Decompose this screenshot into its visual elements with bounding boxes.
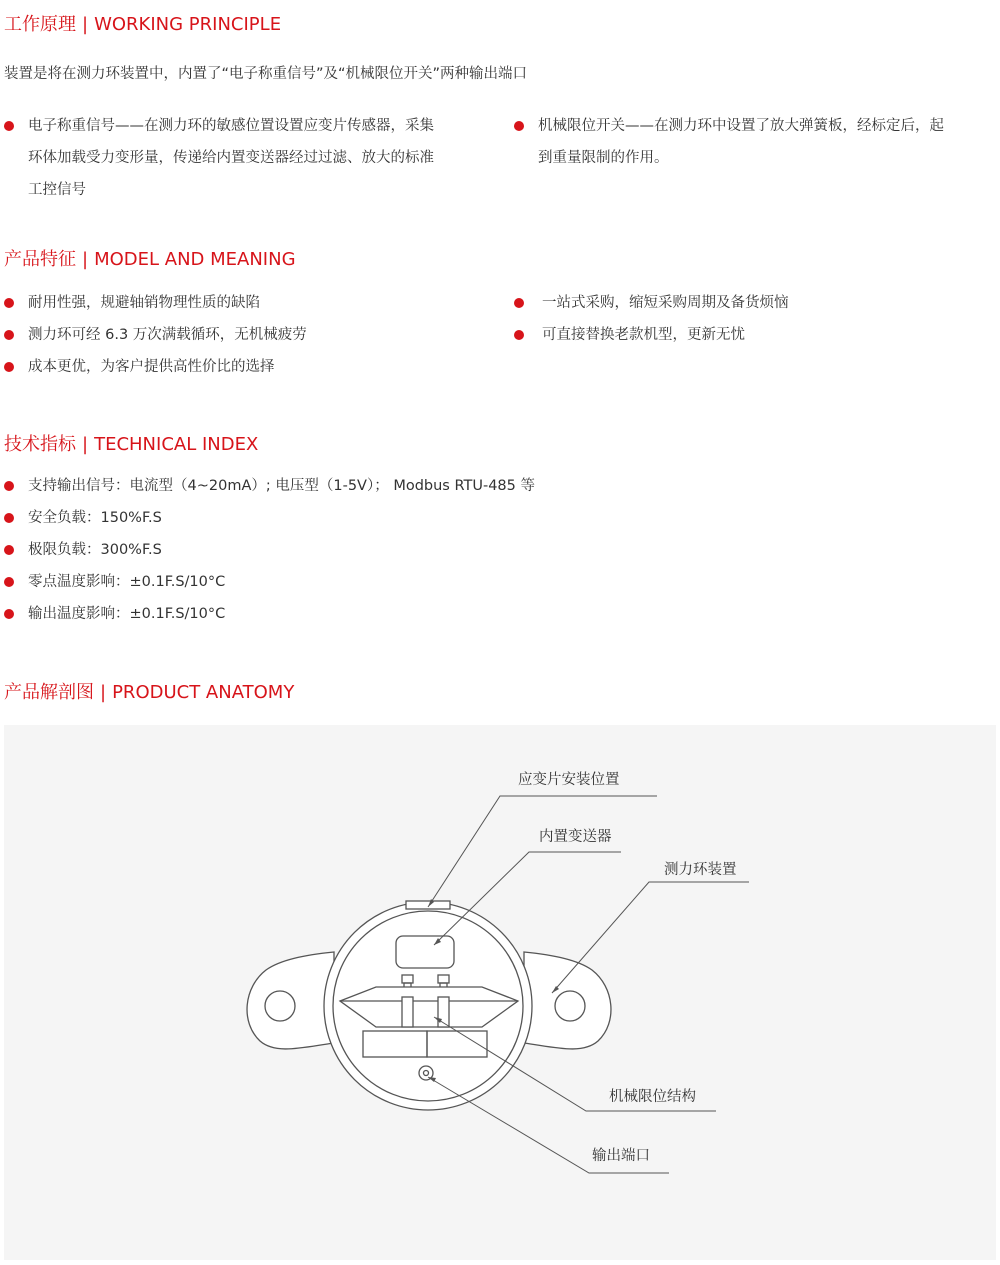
model-right-list [514, 287, 996, 351]
list-item-text: 一站式采购，缩短采购周期及备货烦恼 [542, 295, 789, 311]
heading-separator: | [82, 14, 89, 35]
list-item [514, 110, 996, 174]
list-item [4, 534, 904, 566]
load-ring-drawing [247, 901, 611, 1110]
heading-en: MODEL AND MEANING [94, 249, 296, 270]
working-intro: 装置是将在测力环装置中，内置了“电子称重信号”及“机械限位开关”两种输出端口 [4, 66, 528, 82]
list-item [4, 319, 494, 351]
limit-post-left [402, 997, 413, 1027]
heading-cn: 产品特征 [4, 249, 76, 270]
bullet-dot-icon [4, 609, 14, 619]
spring-plate [340, 987, 518, 1027]
left-ear [247, 952, 334, 1049]
list-item-text: 耐用性强，规避轴销物理性质的缺陷 [28, 295, 260, 311]
list-item [4, 598, 904, 630]
heading-cn: 工作原理 [4, 14, 76, 35]
list-item-line: 机械限位开关——在测力环中设置了放大弹簧板，经标定后，起 [538, 118, 944, 134]
list-item-text: 测力环可经 6.3 万次满载循环，无机械疲劳 [28, 327, 307, 343]
list-item-text: 成本更优，为客户提供高性价比的选择 [28, 359, 275, 375]
technical-list [4, 470, 904, 630]
list-item-text: 输出温度影响：±0.1F.S/10°C [28, 606, 226, 622]
working-left-list [4, 110, 494, 206]
list-item [4, 502, 904, 534]
model-meaning-heading [4, 245, 296, 271]
working-right-list [514, 110, 996, 174]
bullet-dot-icon [4, 513, 14, 523]
label-ring: 测力环装置 [664, 862, 737, 878]
list-item [4, 566, 904, 598]
bullet-dot-icon [4, 577, 14, 587]
list-item-line: 工控信号 [28, 182, 86, 198]
list-item-text: 极限负载：300%F.S [28, 542, 162, 558]
label-limit: 机械限位结构 [609, 1089, 696, 1105]
bullet-dot-icon [4, 298, 14, 308]
list-item-text: 安全负载：150%F.S [28, 510, 162, 526]
heading-en: PRODUCT ANATOMY [112, 682, 295, 703]
product-anatomy-heading [4, 678, 294, 704]
list-item [4, 110, 494, 206]
list-item-text: 零点温度影响：±0.1F.S/10°C [28, 574, 226, 590]
bullet-dot-icon [514, 298, 524, 308]
label-port: 输出端口 [592, 1148, 650, 1164]
list-item [4, 287, 494, 319]
model-left-list [4, 287, 494, 383]
heading-cn: 技术指标 [4, 434, 76, 455]
label-strain-gauge: 应变片安装位置 [518, 772, 620, 788]
heading-en: WORKING PRINCIPLE [94, 14, 282, 35]
bullet-dot-icon [4, 121, 14, 131]
heading-separator: | [82, 434, 89, 455]
working-principle-heading [4, 10, 281, 36]
heading-en: TECHNICAL INDEX [94, 434, 259, 455]
right-ear [524, 952, 611, 1049]
technical-index-heading [4, 430, 258, 456]
list-item [514, 319, 996, 351]
list-item [4, 351, 494, 383]
list-item-text: 支持输出信号：电流型（4~20mA）; 电压型（1-5V）； Modbus RTU-485 等 [28, 478, 535, 494]
list-item-line: 环体加载受力变形量，传递给内置变送器经过过滤、放大的标准 [28, 150, 434, 166]
list-item-line: 到重量限制的作用。 [538, 150, 669, 166]
bullet-dot-icon [4, 330, 14, 340]
heading-separator: | [82, 249, 89, 270]
bullet-dot-icon [4, 362, 14, 372]
heading-separator: | [100, 682, 107, 703]
label-transmitter: 内置变送器 [539, 829, 612, 845]
top-tab [406, 901, 450, 909]
anatomy-diagram [4, 725, 996, 1260]
bullet-dot-icon [4, 545, 14, 555]
bullet-dot-icon [4, 481, 14, 491]
list-item-line: 电子称重信号——在测力环的敏感位置设置应变片传感器，采集 [28, 118, 434, 134]
list-item [514, 287, 996, 319]
list-item-text: 可直接替换老款机型，更新无忧 [542, 327, 745, 343]
heading-cn: 产品解剖图 [4, 682, 94, 703]
list-item [4, 470, 904, 502]
bullet-dot-icon [514, 330, 524, 340]
anatomy-panel [4, 725, 996, 1260]
bullet-dot-icon [514, 121, 524, 131]
